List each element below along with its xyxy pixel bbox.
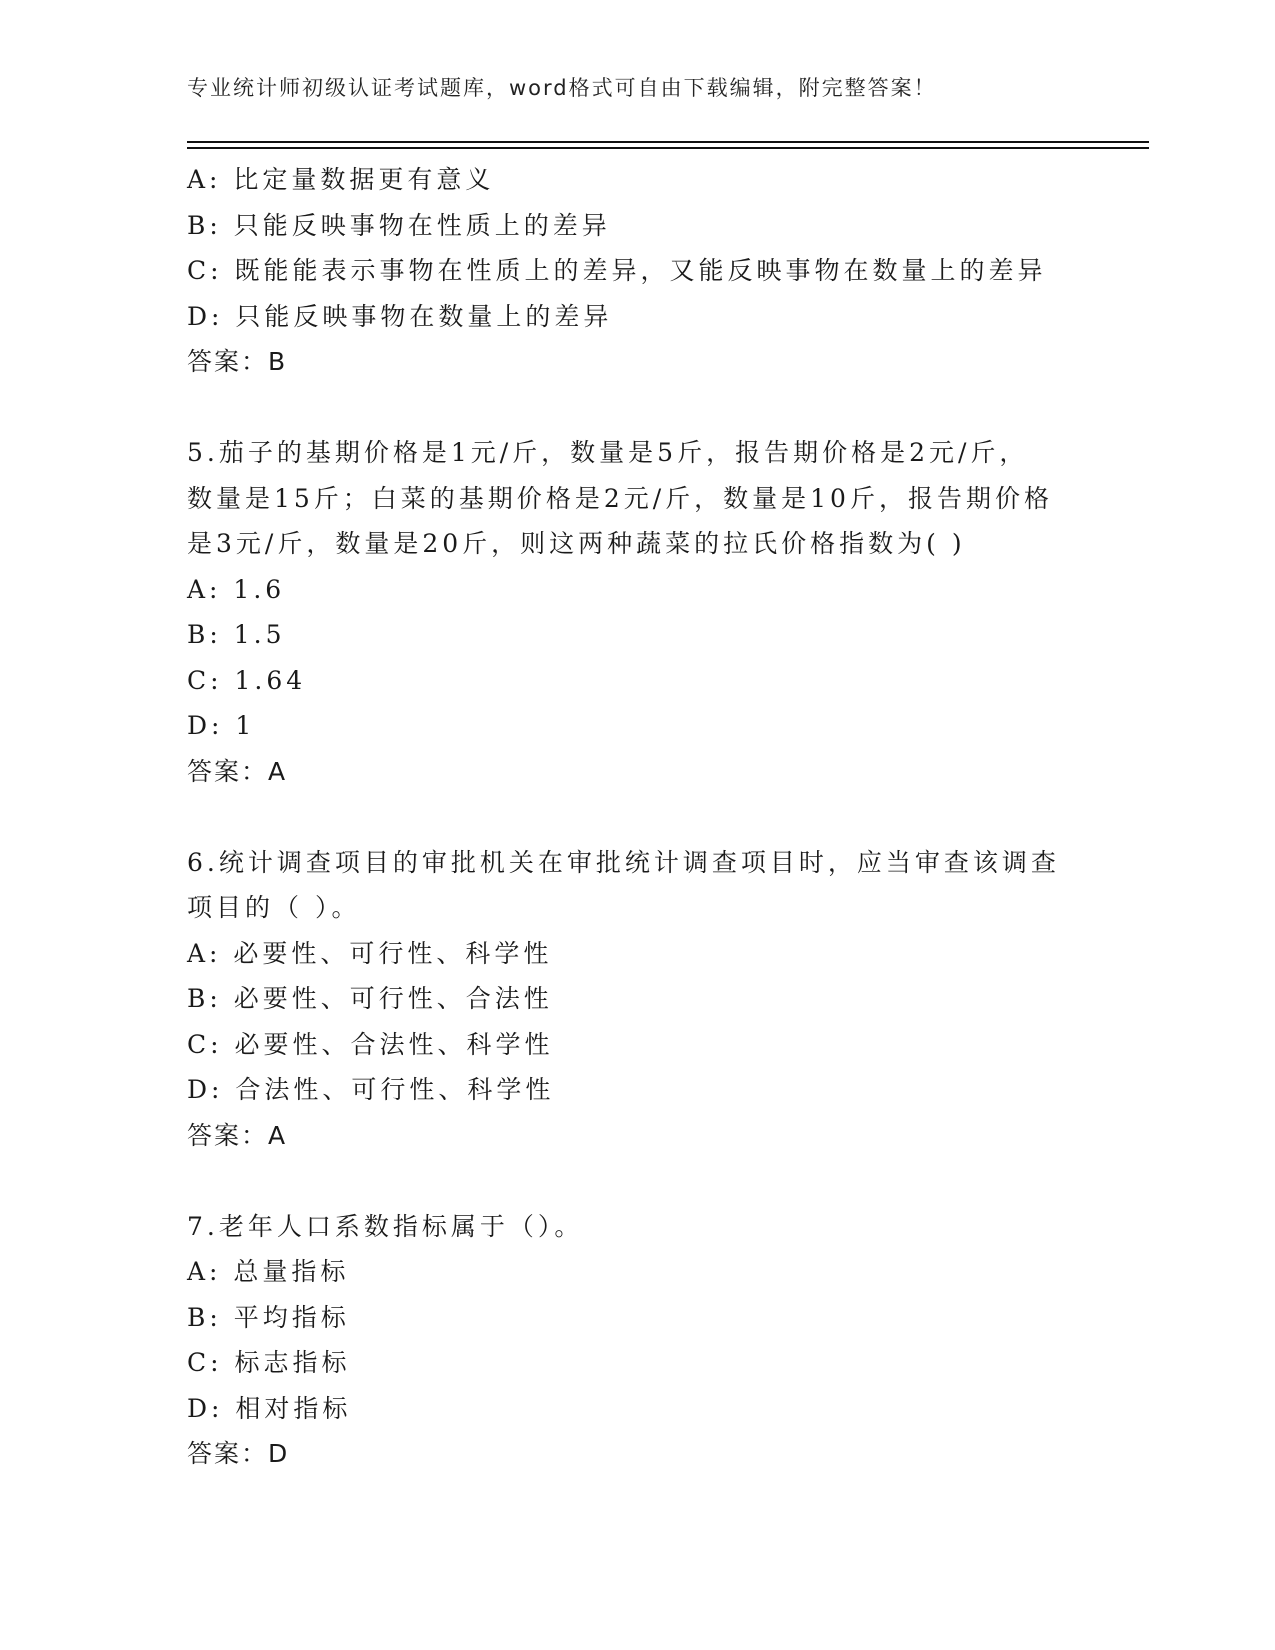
- option-b: B: 只能反映事物在性质上的差异: [187, 210, 611, 240]
- answer-line: 答案：A: [187, 1120, 288, 1150]
- question-stem-line: 是3元/斤，数量是20斤，则这两种蔬菜的拉氏价格指数为( ): [187, 529, 966, 558]
- header-rule-top: [187, 141, 1149, 143]
- answer-line: 答案：B: [187, 347, 288, 376]
- spacer: [187, 385, 1147, 431]
- option-a: A: 比定量数据更有意义: [187, 165, 495, 194]
- question-stem-line: 项目的（ ）。: [187, 893, 361, 922]
- option-a: A: 总量指标: [187, 1257, 350, 1286]
- option-c: C: 1.64: [187, 665, 307, 695]
- question-5: [187, 430, 1147, 794]
- question-7: [187, 1204, 1147, 1477]
- answer-line: 答案：A: [187, 756, 288, 786]
- option-a: A: 必要性、可行性、科学性: [187, 938, 553, 968]
- answer-line: 答案：D: [187, 1439, 290, 1468]
- question-stem-line: 6.统计调查项目的审批机关在审批统计调查项目时，应当审查该调查: [187, 847, 1060, 877]
- page-header: 专业统计师初级认证考试题库，word格式可自由下载编辑，附完整答案！: [187, 76, 937, 100]
- question-4: [187, 157, 1147, 385]
- option-d: D: 相对指标: [187, 1393, 352, 1423]
- header-rule-bottom: [187, 147, 1149, 149]
- option-d: D: 只能反映事物在数量上的差异: [187, 301, 613, 331]
- spacer: [187, 1158, 1147, 1204]
- question-stem-line: 5.茄子的基期价格是1元/斤，数量是5斤，报告期价格是2元/斤，: [187, 438, 1029, 467]
- option-b: B: 1.5: [187, 620, 286, 649]
- question-stem-line: 数量是15斤；白菜的基期价格是2元/斤，数量是10斤，报告期价格: [187, 483, 1053, 513]
- option-b: B: 平均指标: [187, 1302, 350, 1332]
- option-a: A: 1.6: [187, 574, 286, 604]
- spacer: [187, 794, 1147, 840]
- question-stem-line: 7.老年人口系数指标属于（）。: [187, 1211, 584, 1241]
- question-content: [187, 157, 1147, 1477]
- option-d: D: 1: [187, 711, 256, 740]
- option-c: C: 既能能表示事物在性质上的差异，又能反映事物在数量上的差异: [187, 256, 1047, 285]
- option-b: B: 必要性、可行性、合法性: [187, 984, 553, 1013]
- question-6: [187, 840, 1147, 1159]
- option-d: D: 合法性、可行性、科学性: [187, 1075, 555, 1104]
- option-c: C: 必要性、合法性、科学性: [187, 1029, 554, 1059]
- option-c: C: 标志指标: [187, 1348, 351, 1377]
